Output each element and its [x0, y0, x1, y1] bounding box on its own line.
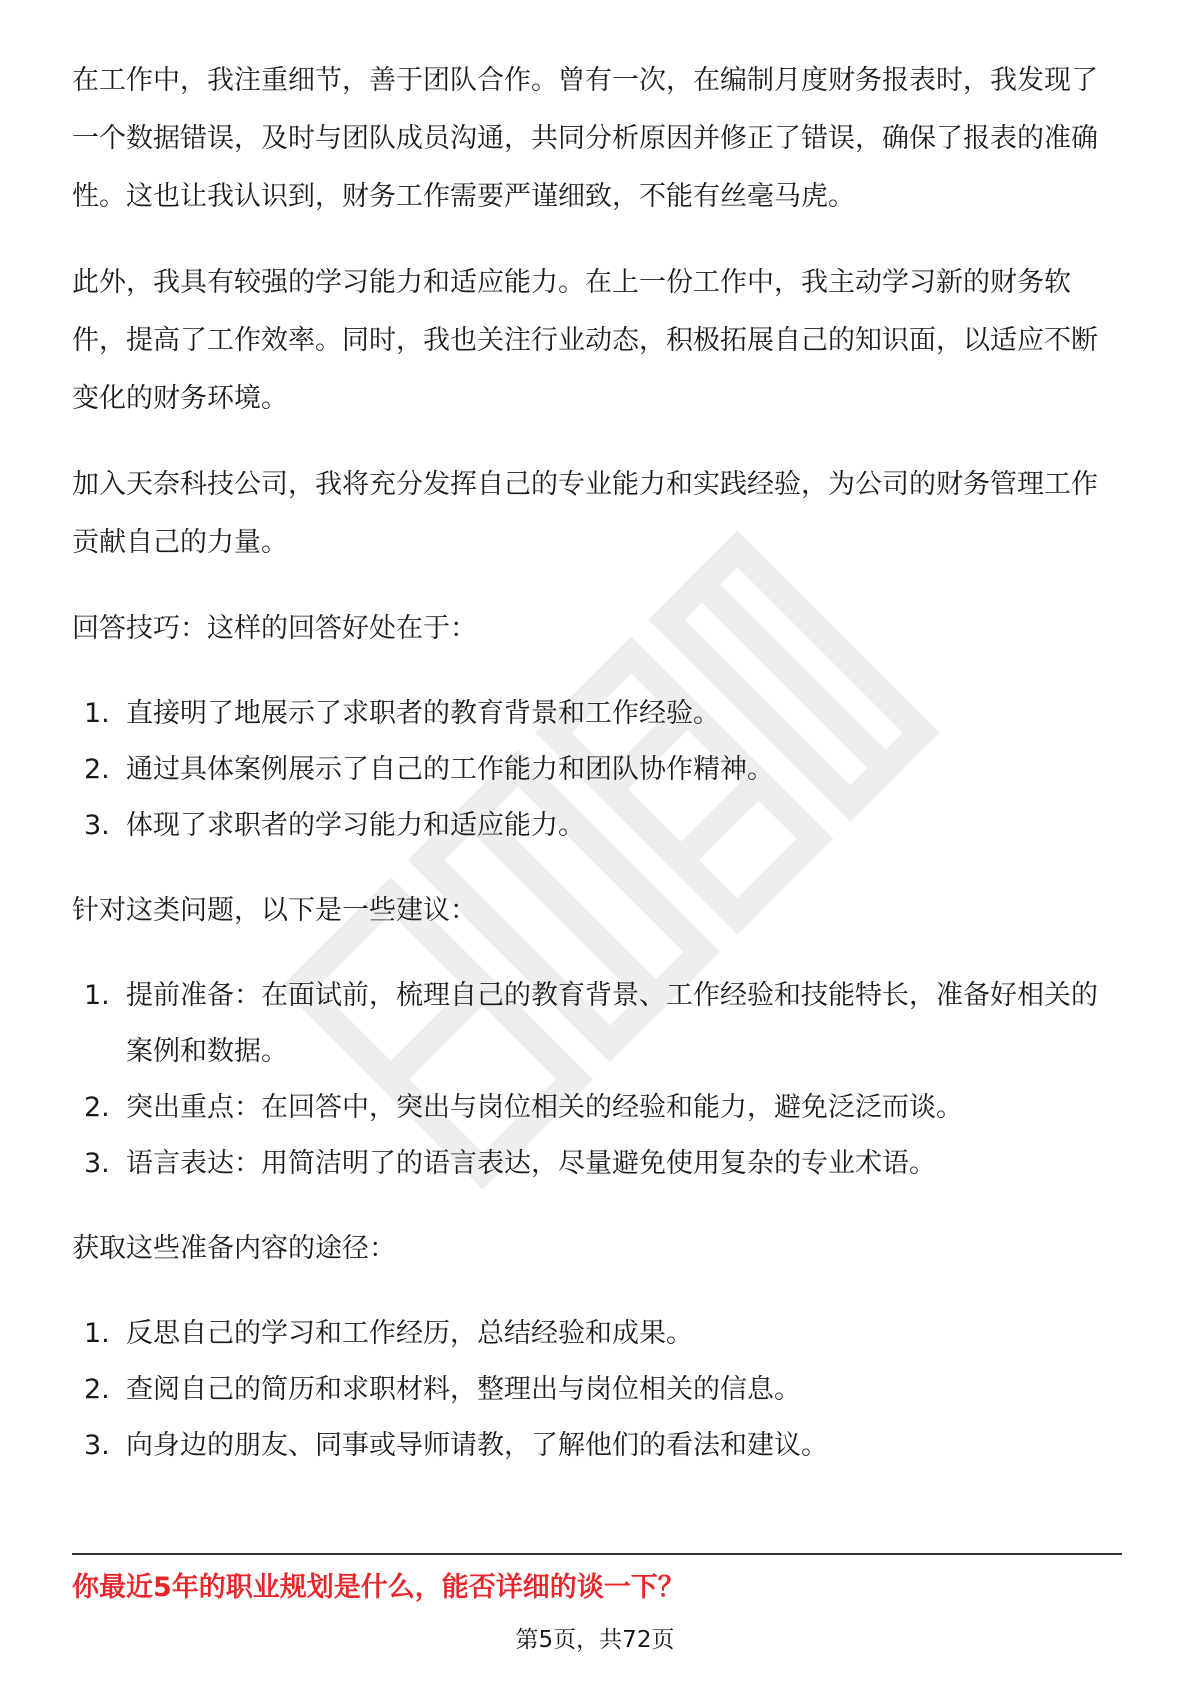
- list-item: [72, 1080, 1122, 1136]
- paragraph-learning: 此外，我具有较强的学习能力和适应能力。在上一份工作中，我主动学习新的财务软件，提高了工作效率。同时，我也关注行业动态，积极拓展自己的知识面，以适应不断变化的财务环境。: [72, 267, 1098, 414]
- sources-heading: 获取这些准备内容的途径：: [72, 1233, 396, 1264]
- list-text: 直接明了地展示了求职者的教育背景和工作经验。: [126, 698, 720, 729]
- tips-heading: 回答技巧：这样的回答好处在于：: [72, 613, 477, 644]
- list-text: 提前准备：在面试前，梳理自己的教育背景、工作经验和技能特长，准备好相关的案例和数据。: [126, 980, 1098, 1067]
- page-number: 第5页，共72页: [515, 1627, 675, 1653]
- list-item: [72, 1418, 1122, 1474]
- list-number: 1.: [84, 1318, 110, 1349]
- list-item: [72, 1136, 1122, 1192]
- list-number: 2.: [84, 754, 110, 785]
- section-divider: [72, 1553, 1122, 1555]
- list-text: 通过具体案例展示了自己的工作能力和团队协作精神。: [126, 754, 774, 785]
- list-item: [72, 1306, 1122, 1362]
- list-number: 2.: [84, 1092, 110, 1123]
- sources-list: [72, 1306, 1122, 1474]
- list-text: 向身边的朋友、同事或导师请教，了解他们的看法和建议。: [126, 1430, 828, 1461]
- list-item: [72, 686, 1122, 742]
- list-item: [72, 742, 1122, 798]
- list-number: 2.: [84, 1374, 110, 1405]
- document-body: [72, 52, 1122, 1502]
- next-question-heading: 你最近5年的职业规划是什么，能否详细的谈一下？: [72, 1572, 685, 1603]
- advice-heading: 针对这类问题，以下是一些建议：: [72, 895, 477, 926]
- list-number: 3.: [84, 1430, 110, 1461]
- list-item: [72, 1362, 1122, 1418]
- list-item: [72, 968, 1122, 1080]
- list-text: 语言表达：用简洁明了的语言表达，尽量避免使用复杂的专业术语。: [126, 1148, 936, 1179]
- list-number: 1.: [84, 980, 110, 1011]
- list-text: 体现了求职者的学习能力和适应能力。: [126, 810, 585, 841]
- paragraph-joining: 加入天奈科技公司，我将充分发挥自己的专业能力和实践经验，为公司的财务管理工作贡献自己的力量。: [72, 469, 1098, 558]
- advice-list: [72, 968, 1122, 1192]
- list-number: 3.: [84, 1148, 110, 1179]
- list-number: 3.: [84, 810, 110, 841]
- list-text: 查阅自己的简历和求职材料，整理出与岗位相关的信息。: [126, 1374, 801, 1405]
- list-text: 突出重点：在回答中，突出与岗位相关的经验和能力，避免泛泛而谈。: [126, 1092, 963, 1123]
- list-text: 反思自己的学习和工作经历，总结经验和成果。: [126, 1318, 693, 1349]
- tips-list: [72, 686, 1122, 854]
- list-number: 1.: [84, 698, 110, 729]
- list-item: [72, 798, 1122, 854]
- paragraph-teamwork: 在工作中，我注重细节，善于团队合作。曾有一次，在编制月度财务报表时，我发现了一个数据错误，及时与团队成员沟通，共同分析原因并修正了错误，确保了报表的准确性。这也让我认识到，财务工作需要严谨细致，不能有丝毫马虎。: [72, 65, 1098, 212]
